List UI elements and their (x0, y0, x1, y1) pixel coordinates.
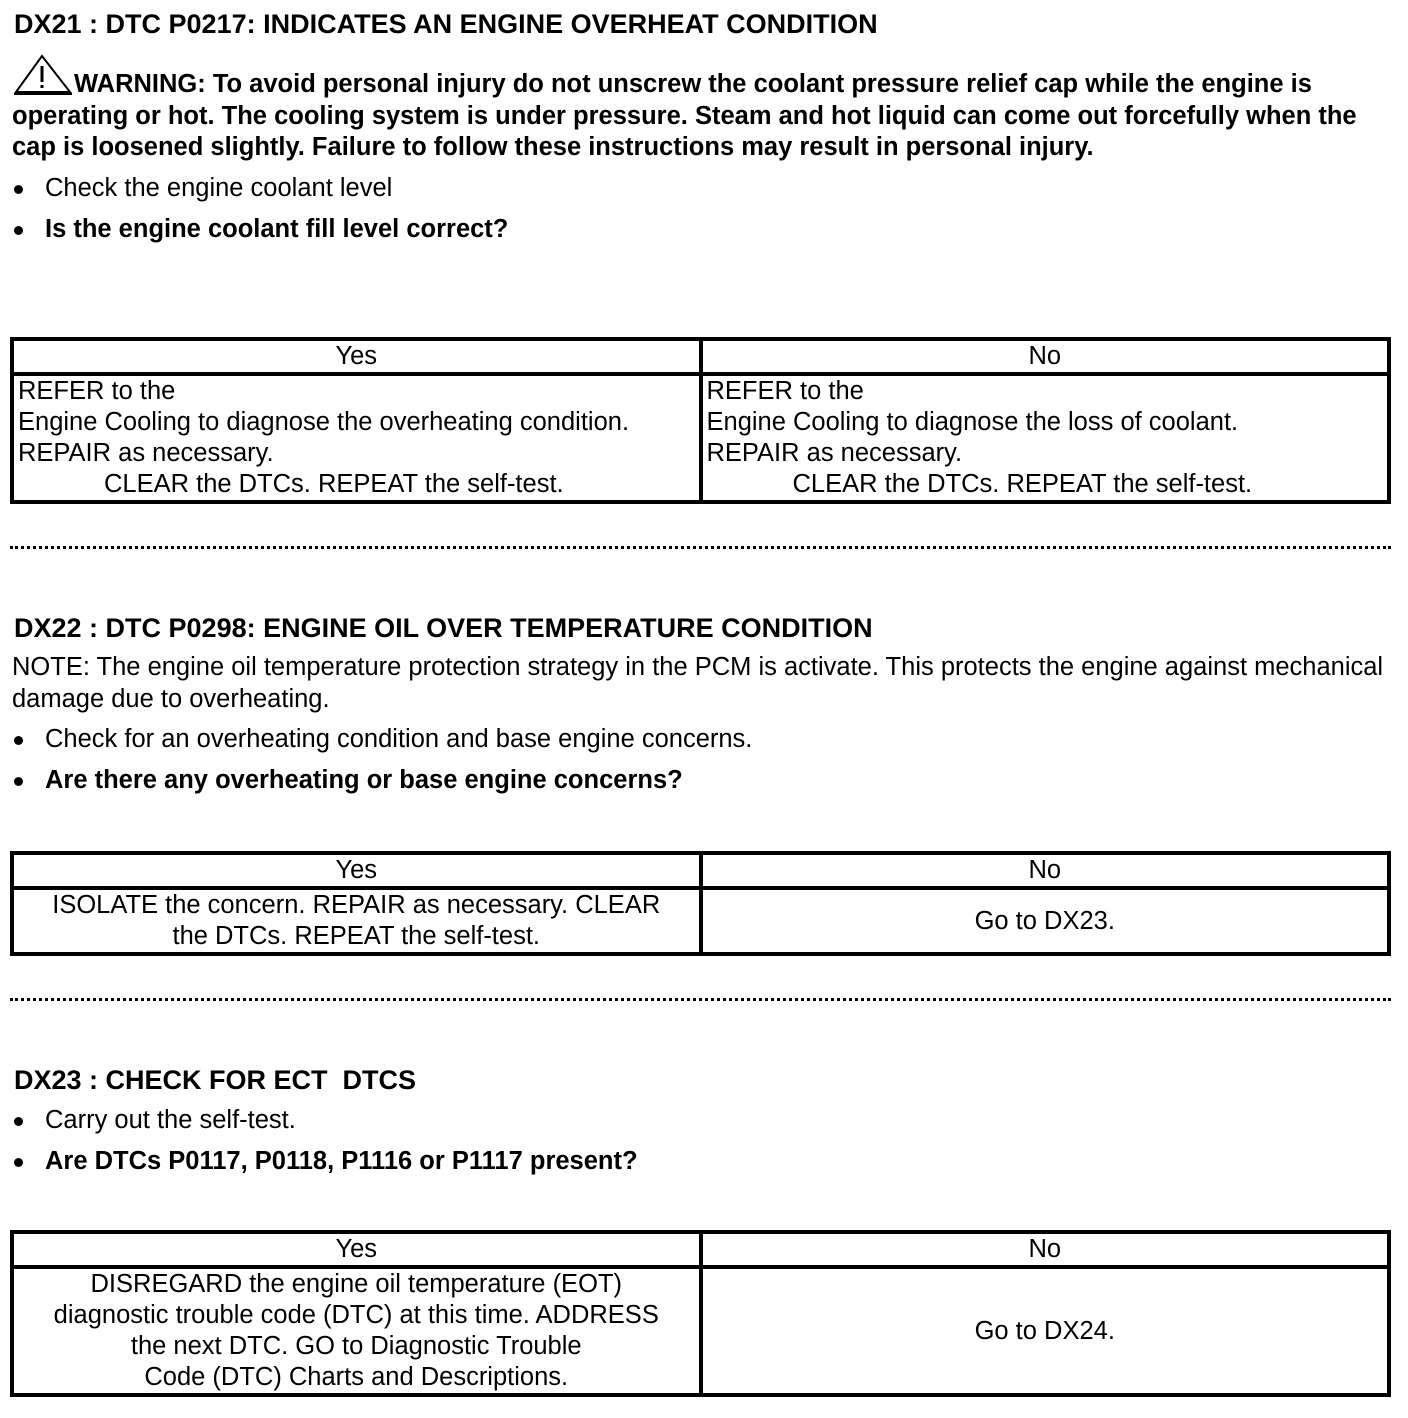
dx22-bullet-check: Check for an overheating condition and base engine concerns. (12, 723, 1392, 755)
dx23-yes-header: Yes (12, 1232, 701, 1267)
section-divider (10, 546, 1391, 549)
dx21-bullet-check: Check the engine coolant level (12, 172, 1392, 204)
dx22-bullet-question: Are there any overheating or base engine concerns? (12, 764, 1392, 796)
dx23-no-header: No (701, 1232, 1390, 1267)
dx22-yes-cell: ISOLATE the concern. REPAIR as necessary. CLEAR the DTCs. REPEAT the self-test. (12, 888, 701, 954)
dx22-note: NOTE: The engine oil temperature protection strategy in the PCM is activate. This protects the engine against mechanical damage due to overheating. (12, 653, 1384, 713)
dx21-yes-cell: REFER to the Engine Cooling to diagnose the overheating condition. REPAIR as necessary. CLEAR the DTCs. REPEAT the self-test. (12, 374, 701, 502)
section-divider (10, 998, 1391, 1001)
dx23-no-cell: Go to DX24. (701, 1267, 1390, 1395)
dx22-heading: DX22 : DTC P0298: ENGINE OIL OVER TEMPERATURE CONDITION (14, 613, 873, 643)
dx22-bullets (12, 723, 1392, 796)
dx21-warning-text: WARNING: To avoid personal injury do not unscrew the coolant pressure relief cap while the engine is operating or hot. The cooling system is under pressure. Steam and hot liquid can come out forcefully when the cap is loosened slightly. Failure to follow these instructions may result in personal injury. (12, 70, 1357, 161)
dx23-bullet-question: Are DTCs P0117, P0118, P1116 or P1117 present? (12, 1145, 1392, 1177)
dx21-warning (12, 52, 1392, 164)
dx22-section (12, 612, 1392, 805)
dx22-no-cell: Go to DX23. (701, 888, 1390, 954)
dx23-yes-cell: DISREGARD the engine oil temperature (EOT) diagnostic trouble code (DTC) at this time. ADDRESS the next DTC. GO to Diagnostic Trouble Code (DTC) Charts and Descriptions. (12, 1267, 701, 1395)
dx21-yes-header: Yes (12, 339, 701, 374)
dx21-heading: DX21 : DTC P0217: INDICATES AN ENGINE OVERHEAT CONDITION (14, 9, 878, 39)
dx23-heading: DX23 : CHECK FOR ECT DTCS (14, 1065, 417, 1095)
dx21-bullet-question: Is the engine coolant fill level correct? (12, 213, 1392, 245)
dx23-bullet-check: Carry out the self-test. (12, 1104, 1392, 1136)
dx21-section (12, 8, 1392, 254)
dx21-no-header: No (701, 339, 1390, 374)
dx21-no-cell: REFER to the Engine Cooling to diagnose the loss of coolant. REPAIR as necessary. CLEAR the DTCs. REPEAT the self-test. (701, 374, 1390, 502)
dx23-table (10, 1230, 1391, 1397)
dx23-section (12, 1064, 1392, 1186)
dx23-bullets (12, 1104, 1392, 1177)
dx21-bullets (12, 172, 1392, 245)
warning-triangle-icon (12, 52, 74, 96)
dx22-yes-header: Yes (12, 853, 701, 888)
dx22-table (10, 851, 1391, 956)
dx22-no-header: No (701, 853, 1390, 888)
dx21-table (10, 337, 1391, 504)
